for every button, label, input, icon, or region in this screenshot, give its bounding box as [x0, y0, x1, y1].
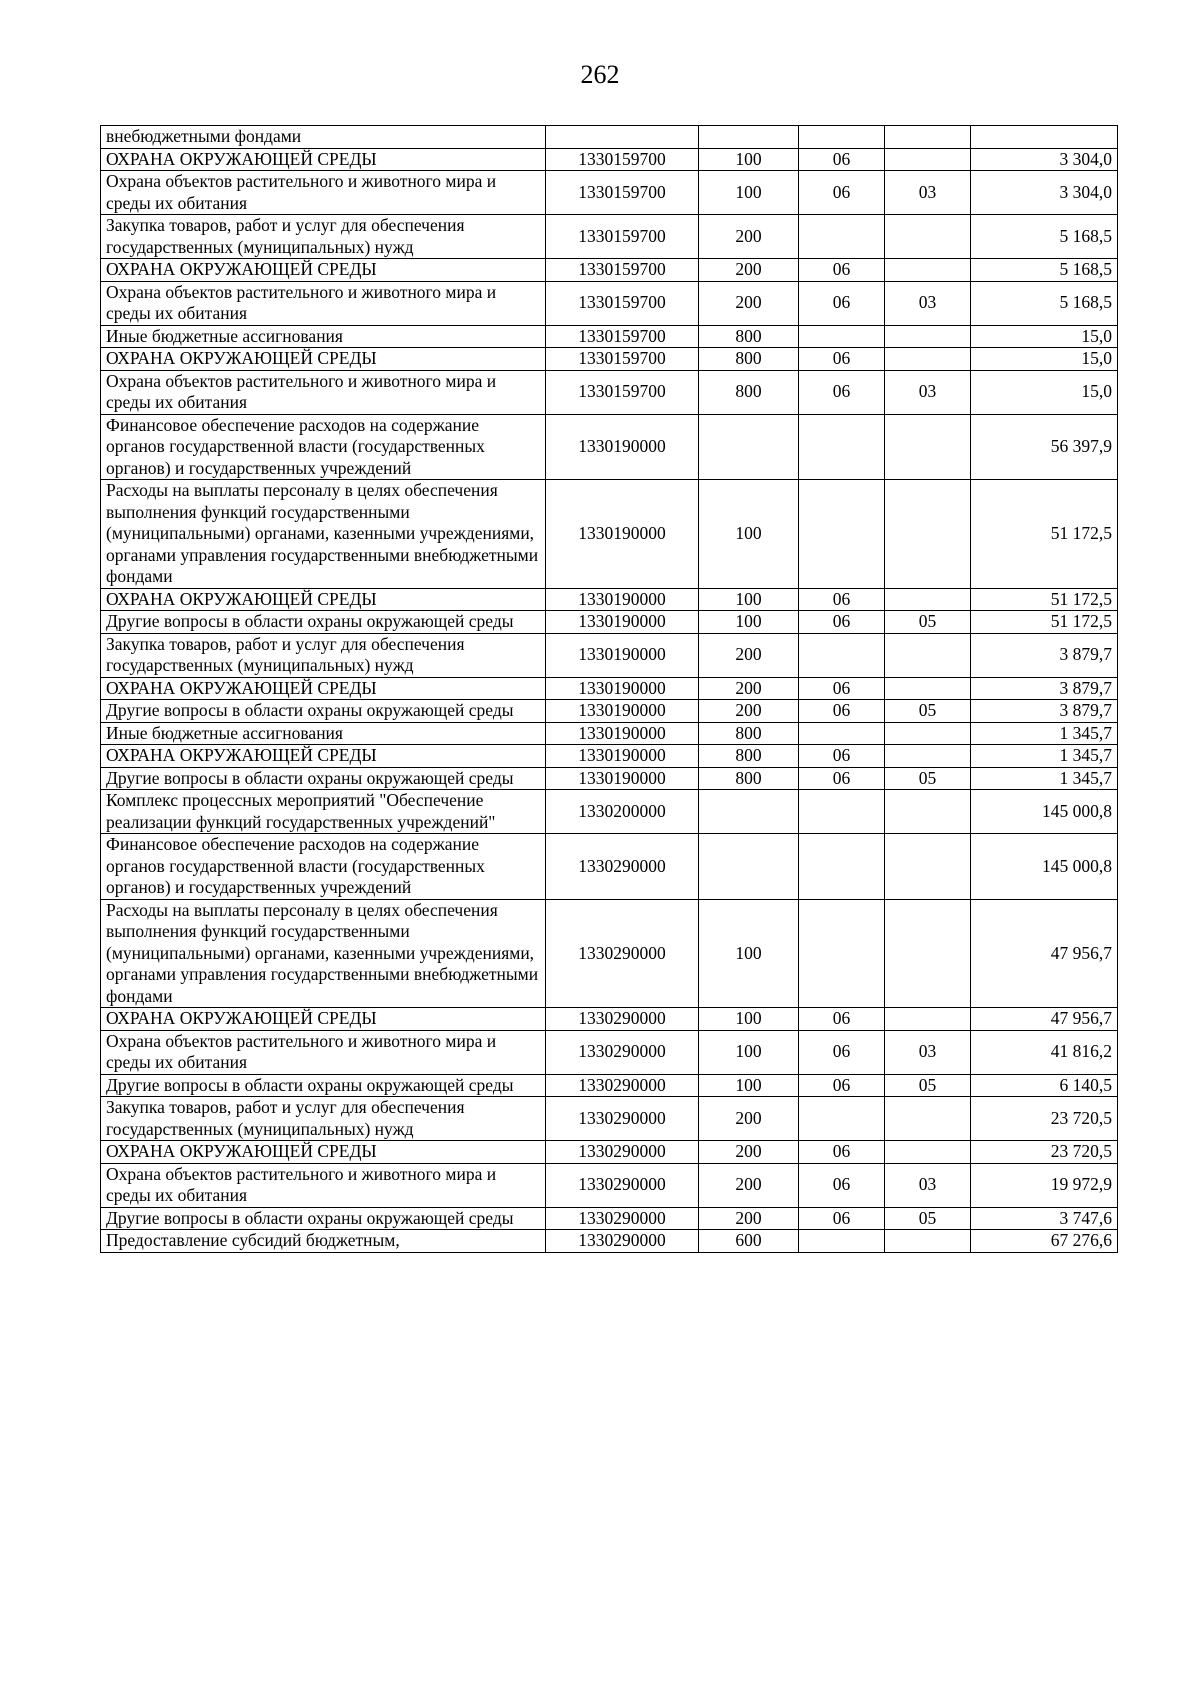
table-row	[101, 171, 1118, 215]
row-name-cell: ОХРАНА ОКРУЖАЮЩЕЙ СРЕДЫ	[101, 1141, 546, 1164]
row-code-cell: 1330290000	[546, 1163, 699, 1207]
row-sum-cell: 51 172,5	[971, 480, 1118, 589]
row-sum-cell: 67 276,6	[971, 1230, 1118, 1253]
row-expense-type-cell: 800	[699, 348, 799, 371]
row-section-cell: 06	[799, 611, 885, 634]
row-sum-cell: 19 972,9	[971, 1163, 1118, 1207]
row-subsection-cell	[885, 259, 971, 282]
row-code-cell: 1330190000	[546, 722, 699, 745]
row-code-cell: 1330190000	[546, 633, 699, 677]
row-name-cell: ОХРАНА ОКРУЖАЮЩЕЙ СРЕДЫ	[101, 745, 546, 768]
row-expense-type-cell: 200	[699, 633, 799, 677]
row-name-cell: Охрана объектов растительного и животного мира и среды их обитания	[101, 1163, 546, 1207]
row-name-cell: ОХРАНА ОКРУЖАЮЩЕЙ СРЕДЫ	[101, 348, 546, 371]
row-expense-type-cell	[699, 126, 799, 149]
row-code-cell: 1330159700	[546, 259, 699, 282]
row-sum-cell: 1 345,7	[971, 722, 1118, 745]
row-name-cell: Комплекс процессных мероприятий "Обеспечение реализации функций государственных учреждений"	[101, 790, 546, 834]
table-row	[101, 834, 1118, 900]
row-code-cell: 1330290000	[546, 1030, 699, 1074]
row-section-cell: 06	[799, 588, 885, 611]
row-section-cell: 06	[799, 700, 885, 723]
row-sum-cell: 1 345,7	[971, 745, 1118, 768]
row-expense-type-cell: 200	[699, 677, 799, 700]
row-subsection-cell	[885, 1008, 971, 1031]
row-subsection-cell: 05	[885, 611, 971, 634]
row-expense-type-cell: 200	[699, 700, 799, 723]
row-subsection-cell: 03	[885, 370, 971, 414]
row-expense-type-cell: 100	[699, 1008, 799, 1031]
row-expense-type-cell: 200	[699, 1097, 799, 1141]
row-section-cell: 06	[799, 767, 885, 790]
row-sum-cell: 23 720,5	[971, 1097, 1118, 1141]
row-sum-cell: 41 816,2	[971, 1030, 1118, 1074]
row-section-cell	[799, 414, 885, 480]
table-row	[101, 126, 1118, 149]
table-row	[101, 722, 1118, 745]
row-code-cell: 1330190000	[546, 611, 699, 634]
row-section-cell: 06	[799, 259, 885, 282]
row-subsection-cell	[885, 588, 971, 611]
row-section-cell: 06	[799, 1008, 885, 1031]
row-section-cell	[799, 633, 885, 677]
row-sum-cell: 3 304,0	[971, 171, 1118, 215]
row-sum-cell: 3 879,7	[971, 677, 1118, 700]
row-section-cell: 06	[799, 148, 885, 171]
row-subsection-cell	[885, 148, 971, 171]
row-expense-type-cell	[699, 834, 799, 900]
table-row	[101, 414, 1118, 480]
table-row	[101, 790, 1118, 834]
row-section-cell: 06	[799, 677, 885, 700]
row-section-cell: 06	[799, 1163, 885, 1207]
row-section-cell: 06	[799, 1074, 885, 1097]
row-code-cell	[546, 126, 699, 149]
row-sum-cell: 6 140,5	[971, 1074, 1118, 1097]
row-subsection-cell	[885, 1230, 971, 1253]
row-name-cell: Охрана объектов растительного и животного мира и среды их обитания	[101, 1030, 546, 1074]
row-code-cell: 1330190000	[546, 700, 699, 723]
row-expense-type-cell: 800	[699, 325, 799, 348]
row-expense-type-cell: 100	[699, 611, 799, 634]
row-subsection-cell	[885, 633, 971, 677]
row-code-cell: 1330190000	[546, 414, 699, 480]
row-section-cell	[799, 480, 885, 589]
row-expense-type-cell	[699, 414, 799, 480]
table-row	[101, 480, 1118, 589]
table-row	[101, 325, 1118, 348]
row-code-cell: 1330200000	[546, 790, 699, 834]
row-code-cell: 1330290000	[546, 1097, 699, 1141]
row-sum-cell: 15,0	[971, 325, 1118, 348]
table-row	[101, 1097, 1118, 1141]
row-code-cell: 1330190000	[546, 677, 699, 700]
row-section-cell: 06	[799, 745, 885, 768]
row-name-cell: Другие вопросы в области охраны окружающей среды	[101, 1207, 546, 1230]
row-subsection-cell: 03	[885, 1030, 971, 1074]
row-name-cell: внебюджетными фондами	[101, 126, 546, 149]
row-name-cell: Закупка товаров, работ и услуг для обеспечения государственных (муниципальных) нужд	[101, 1097, 546, 1141]
row-expense-type-cell: 200	[699, 1163, 799, 1207]
row-subsection-cell	[885, 480, 971, 589]
row-name-cell: Закупка товаров, работ и услуг для обеспечения государственных (муниципальных) нужд	[101, 633, 546, 677]
row-sum-cell: 15,0	[971, 370, 1118, 414]
row-sum-cell: 3 304,0	[971, 148, 1118, 171]
row-code-cell: 1330290000	[546, 1008, 699, 1031]
table-row	[101, 899, 1118, 1008]
row-sum-cell: 56 397,9	[971, 414, 1118, 480]
row-section-cell: 06	[799, 370, 885, 414]
table-row	[101, 700, 1118, 723]
row-name-cell: Закупка товаров, работ и услуг для обеспечения государственных (муниципальных) нужд	[101, 215, 546, 259]
row-expense-type-cell: 200	[699, 259, 799, 282]
row-section-cell: 06	[799, 1030, 885, 1074]
row-sum-cell: 5 168,5	[971, 215, 1118, 259]
row-expense-type-cell	[699, 790, 799, 834]
row-name-cell: Иные бюджетные ассигнования	[101, 325, 546, 348]
row-subsection-cell: 05	[885, 1074, 971, 1097]
row-sum-cell: 145 000,8	[971, 790, 1118, 834]
row-sum-cell: 3 747,6	[971, 1207, 1118, 1230]
row-subsection-cell	[885, 722, 971, 745]
row-expense-type-cell: 800	[699, 767, 799, 790]
row-sum-cell: 5 168,5	[971, 281, 1118, 325]
row-name-cell: Охрана объектов растительного и животного мира и среды их обитания	[101, 171, 546, 215]
row-name-cell: Другие вопросы в области охраны окружающей среды	[101, 700, 546, 723]
row-code-cell: 1330290000	[546, 1207, 699, 1230]
row-subsection-cell	[885, 1141, 971, 1164]
row-expense-type-cell: 200	[699, 1141, 799, 1164]
row-code-cell: 1330190000	[546, 480, 699, 589]
row-name-cell: ОХРАНА ОКРУЖАЮЩЕЙ СРЕДЫ	[101, 1008, 546, 1031]
table-row	[101, 745, 1118, 768]
row-section-cell	[799, 126, 885, 149]
table-row	[101, 148, 1118, 171]
row-name-cell: Другие вопросы в области охраны окружающей среды	[101, 1074, 546, 1097]
row-expense-type-cell: 800	[699, 745, 799, 768]
row-section-cell	[799, 899, 885, 1008]
row-sum-cell	[971, 126, 1118, 149]
row-name-cell: Предоставление субсидий бюджетным,	[101, 1230, 546, 1253]
row-expense-type-cell: 200	[699, 215, 799, 259]
row-subsection-cell	[885, 126, 971, 149]
table-row	[101, 1008, 1118, 1031]
row-code-cell: 1330190000	[546, 767, 699, 790]
row-sum-cell: 3 879,7	[971, 633, 1118, 677]
row-name-cell: Другие вопросы в области охраны окружающей среды	[101, 611, 546, 634]
table-row	[101, 370, 1118, 414]
row-subsection-cell	[885, 745, 971, 768]
row-sum-cell: 47 956,7	[971, 899, 1118, 1008]
row-expense-type-cell: 800	[699, 722, 799, 745]
row-code-cell: 1330159700	[546, 370, 699, 414]
row-name-cell: Охрана объектов растительного и животного мира и среды их обитания	[101, 281, 546, 325]
row-subsection-cell	[885, 677, 971, 700]
row-subsection-cell: 03	[885, 1163, 971, 1207]
table-row	[101, 1074, 1118, 1097]
row-name-cell: ОХРАНА ОКРУЖАЮЩЕЙ СРЕДЫ	[101, 588, 546, 611]
row-code-cell: 1330159700	[546, 325, 699, 348]
row-name-cell: ОХРАНА ОКРУЖАЮЩЕЙ СРЕДЫ	[101, 148, 546, 171]
row-subsection-cell: 05	[885, 767, 971, 790]
row-subsection-cell	[885, 1097, 971, 1141]
table-row	[101, 588, 1118, 611]
row-name-cell: ОХРАНА ОКРУЖАЮЩЕЙ СРЕДЫ	[101, 259, 546, 282]
row-subsection-cell	[885, 325, 971, 348]
row-name-cell: Финансовое обеспечение расходов на содержание органов государственной власти (государственных органов) и государственных учреждений	[101, 834, 546, 900]
row-section-cell	[799, 325, 885, 348]
row-section-cell	[799, 790, 885, 834]
table-row	[101, 1230, 1118, 1253]
row-sum-cell: 47 956,7	[971, 1008, 1118, 1031]
row-name-cell: Другие вопросы в области охраны окружающей среды	[101, 767, 546, 790]
row-section-cell	[799, 1230, 885, 1253]
row-name-cell: Охрана объектов растительного и животного мира и среды их обитания	[101, 370, 546, 414]
row-name-cell: ОХРАНА ОКРУЖАЮЩЕЙ СРЕДЫ	[101, 677, 546, 700]
row-sum-cell: 1 345,7	[971, 767, 1118, 790]
row-sum-cell: 15,0	[971, 348, 1118, 371]
row-sum-cell: 145 000,8	[971, 834, 1118, 900]
row-section-cell	[799, 215, 885, 259]
row-section-cell: 06	[799, 1207, 885, 1230]
row-expense-type-cell: 200	[699, 1207, 799, 1230]
row-subsection-cell: 05	[885, 700, 971, 723]
row-section-cell: 06	[799, 348, 885, 371]
table-row	[101, 1141, 1118, 1164]
table-row	[101, 633, 1118, 677]
table-row	[101, 348, 1118, 371]
row-subsection-cell	[885, 790, 971, 834]
row-sum-cell: 51 172,5	[971, 588, 1118, 611]
row-expense-type-cell: 600	[699, 1230, 799, 1253]
row-code-cell: 1330290000	[546, 1141, 699, 1164]
table-row	[101, 281, 1118, 325]
row-sum-cell: 23 720,5	[971, 1141, 1118, 1164]
row-expense-type-cell: 100	[699, 1030, 799, 1074]
row-code-cell: 1330159700	[546, 215, 699, 259]
row-code-cell: 1330290000	[546, 1074, 699, 1097]
row-expense-type-cell: 800	[699, 370, 799, 414]
table-row	[101, 611, 1118, 634]
row-subsection-cell	[885, 834, 971, 900]
table-row	[101, 259, 1118, 282]
row-name-cell: Расходы на выплаты персоналу в целях обеспечения выполнения функций государственными (муниципальными) органами, казенными учреждениями, органами управления государственными внебюджетными фондами	[101, 480, 546, 589]
row-section-cell: 06	[799, 1141, 885, 1164]
row-code-cell: 1330159700	[546, 281, 699, 325]
row-expense-type-cell: 100	[699, 588, 799, 611]
row-expense-type-cell: 200	[699, 281, 799, 325]
row-code-cell: 1330190000	[546, 588, 699, 611]
page-number: 262	[580, 60, 620, 89]
budget-table	[100, 125, 1118, 1253]
table-row	[101, 1163, 1118, 1207]
row-subsection-cell: 03	[885, 281, 971, 325]
row-sum-cell: 51 172,5	[971, 611, 1118, 634]
row-code-cell: 1330290000	[546, 899, 699, 1008]
row-code-cell: 1330290000	[546, 834, 699, 900]
row-subsection-cell	[885, 215, 971, 259]
row-subsection-cell: 03	[885, 171, 971, 215]
table-row	[101, 677, 1118, 700]
budget-table-body	[101, 126, 1118, 1253]
row-name-cell: Расходы на выплаты персоналу в целях обеспечения выполнения функций государственными (муниципальными) органами, казенными учреждениями, органами управления государственными внебюджетными фондами	[101, 899, 546, 1008]
row-expense-type-cell: 100	[699, 148, 799, 171]
table-row	[101, 1030, 1118, 1074]
table-row	[101, 215, 1118, 259]
row-section-cell	[799, 722, 885, 745]
row-section-cell	[799, 834, 885, 900]
row-sum-cell: 5 168,5	[971, 259, 1118, 282]
row-expense-type-cell: 100	[699, 480, 799, 589]
row-expense-type-cell: 100	[699, 1074, 799, 1097]
row-code-cell: 1330159700	[546, 148, 699, 171]
row-code-cell: 1330159700	[546, 348, 699, 371]
row-section-cell: 06	[799, 171, 885, 215]
row-subsection-cell	[885, 899, 971, 1008]
row-subsection-cell	[885, 348, 971, 371]
row-expense-type-cell: 100	[699, 899, 799, 1008]
row-code-cell: 1330290000	[546, 1230, 699, 1253]
row-expense-type-cell: 100	[699, 171, 799, 215]
table-row	[101, 1207, 1118, 1230]
row-code-cell: 1330190000	[546, 745, 699, 768]
table-row	[101, 767, 1118, 790]
row-sum-cell: 3 879,7	[971, 700, 1118, 723]
row-name-cell: Иные бюджетные ассигнования	[101, 722, 546, 745]
row-subsection-cell: 05	[885, 1207, 971, 1230]
row-subsection-cell	[885, 414, 971, 480]
row-section-cell	[799, 1097, 885, 1141]
row-code-cell: 1330159700	[546, 171, 699, 215]
row-name-cell: Финансовое обеспечение расходов на содержание органов государственной власти (государственных органов) и государственных учреждений	[101, 414, 546, 480]
row-section-cell: 06	[799, 281, 885, 325]
